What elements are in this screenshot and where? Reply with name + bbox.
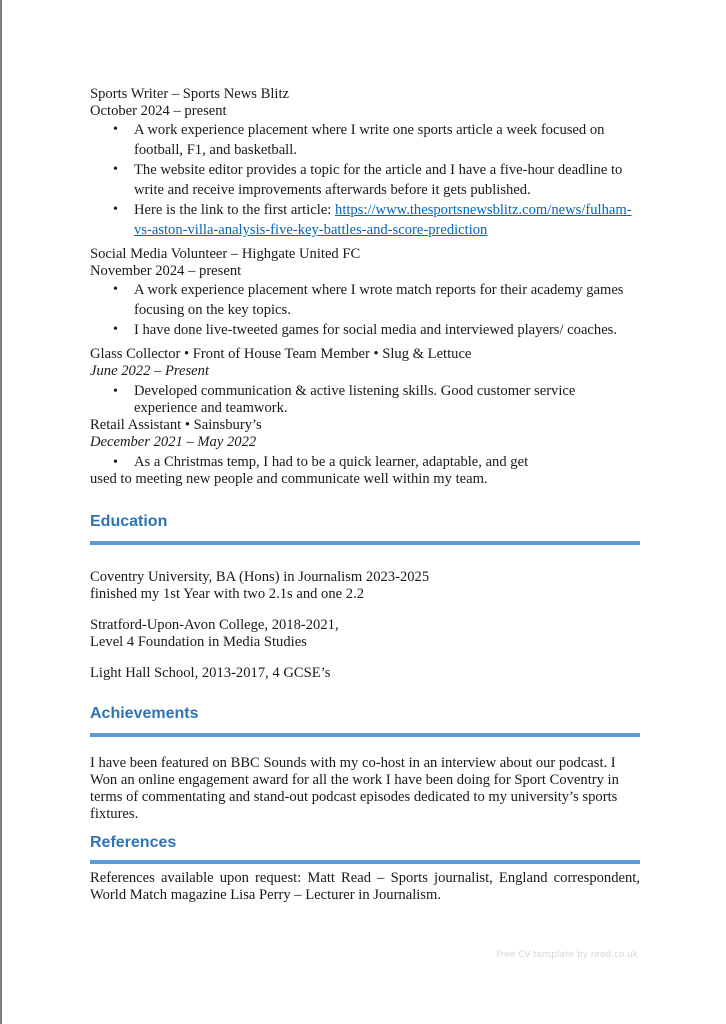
education-line: Light Hall School, 2013-2017, 4 GCSE’s	[90, 665, 331, 681]
job-date: November 2024 – present	[90, 263, 242, 279]
cv-content	[90, 86, 640, 904]
job-date: December 2021 – May 2022	[90, 434, 257, 450]
job-bullets	[90, 120, 640, 240]
job-title: Social Media Volunteer – Highgate United FC	[90, 246, 361, 262]
template-credit: Free CV template by reed.co.uk	[496, 950, 638, 960]
bullet-item: • A work experience placement where I wrote match reports for their academy games focusing on the key topics.	[90, 280, 640, 320]
bullet-continuation: used to meeting new people and communicate well within my team.	[90, 471, 488, 487]
job-title: Glass Collector • Front of House Team Member • Slug & Lettuce	[90, 346, 472, 362]
education-entry	[90, 617, 640, 651]
bullet-item: • A work experience placement where I write one sports article a week focused on football, F1, and basketball.	[90, 120, 640, 160]
education-entry	[90, 569, 640, 603]
job-title: Retail Assistant • Sainsbury’s	[90, 417, 262, 433]
job-title: Sports Writer – Sports News Blitz	[90, 86, 289, 102]
education-line: Level 4 Foundation in Media Studies	[90, 634, 307, 650]
section-heading: Achievements	[90, 705, 199, 722]
education-entry	[90, 665, 640, 682]
section-heading: References	[90, 834, 177, 851]
article-link[interactable]: https://www.thesportsnewsblitz.com/news/fulham-vs-aston-villa-analysis-five-key-battles-and-score-prediction	[134, 202, 632, 238]
job-entry	[90, 86, 640, 240]
bullet-item: • Developed communication & active listening skills. Good customer service experience and teamwork.	[90, 383, 640, 417]
job-date: October 2024 – present	[90, 103, 227, 119]
job-entry	[90, 346, 640, 417]
section-heading: Education	[90, 513, 168, 530]
bullet-item	[90, 200, 640, 240]
job-bullets	[90, 383, 640, 417]
education-line: Coventry University, BA (Hons) in Journalism 2023-2025	[90, 569, 430, 585]
education-line: Stratford-Upon-Avon College, 2018-2021,	[90, 617, 339, 633]
job-date: June 2022 – Present	[90, 363, 210, 379]
references-section	[90, 833, 640, 904]
job-entry	[90, 417, 640, 488]
link-prefix: Here is the link to the first article:	[134, 202, 336, 218]
job-bullets	[90, 280, 640, 340]
achievements-section	[90, 704, 640, 823]
references-text: References available upon request: Matt Read – Sports journalist, England correspondent, World Match magazine Lisa Perry – Lecturer in Journalism.	[90, 870, 640, 903]
job-entry	[90, 246, 640, 340]
bullet-item: • The website editor provides a topic for the article and I have a five-hour deadline to write and receive improvements afterwards before it gets published.	[90, 160, 640, 200]
job-bullets	[90, 454, 640, 471]
education-section	[90, 512, 640, 682]
education-line: finished my 1st Year with two 2.1s and one 2.2	[90, 586, 365, 602]
achievements-text: I have been featured on BBC Sounds with my co-host in an interview about our podcast. I Won an online engagement award for all the work I have been doing for Sport Coventry in terms of commentating and stand-out podcast episodes dedicated to my university’s sports fixtures.	[90, 755, 619, 822]
bullet-item: • As a Christmas temp, I had to be a quick learner, adaptable, and get	[90, 454, 640, 471]
bullet-item: • I have done live-tweeted games for social media and interviewed players/ coaches.	[90, 320, 640, 340]
